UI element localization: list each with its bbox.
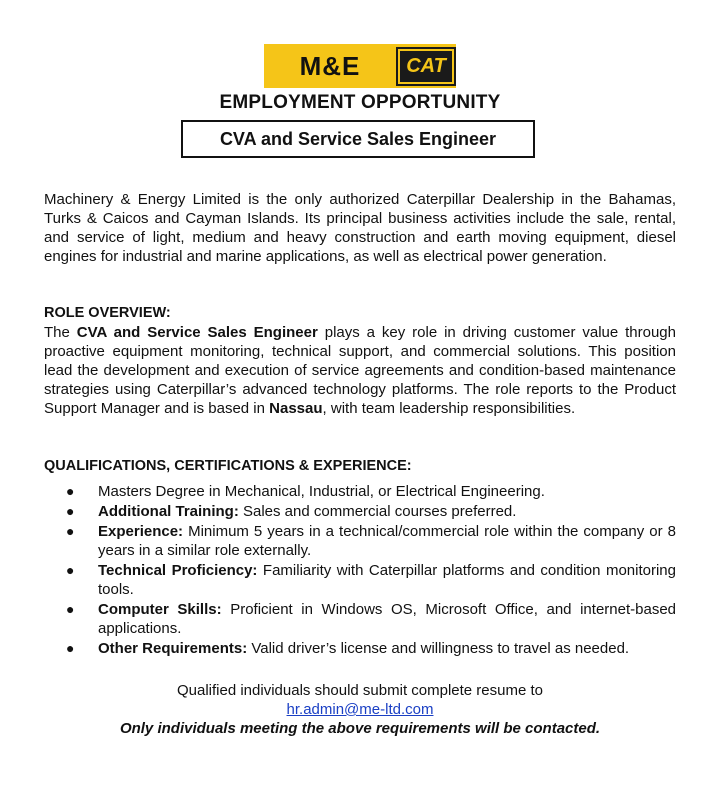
item-text: Valid driver’s license and willingness to travel as needed. bbox=[247, 640, 630, 657]
company-intro: Machinery & Energy Limited is the only authorized Caterpillar Dealership in the Bahamas, Turks & Caicos and Cayman Islands. Its principal business activities include the sale, rental, and service of light, medium and heavy construction and earth moving equipment, diesel engines for industrial and marine applications, as well as electrical power generation. bbox=[44, 191, 676, 265]
qualifications-list bbox=[44, 482, 676, 659]
role-bold-title: CVA and Service Sales Engineer bbox=[76, 324, 318, 341]
bullet-icon: ● bbox=[66, 562, 75, 578]
role-pre: The bbox=[44, 324, 77, 341]
item-text: Masters Degree in Mechanical, Industrial, or Electrical Engineering. bbox=[98, 483, 545, 500]
item-text: Sales and commercial courses preferred. bbox=[238, 503, 517, 520]
company-logo bbox=[264, 44, 456, 88]
item-label: Additional Training: bbox=[98, 503, 239, 520]
role-post: , with team leadership responsibilities. bbox=[322, 400, 576, 417]
job-title: CVA and Service Sales Engineer bbox=[219, 128, 497, 149]
list-item bbox=[44, 561, 676, 599]
role-overview-heading: ROLE OVERVIEW: bbox=[44, 305, 171, 321]
contact-notice: Only individuals meeting the above requirements will be contacted. bbox=[119, 720, 601, 737]
list-item bbox=[44, 522, 676, 560]
page-headline: EMPLOYMENT OPPORTUNITY bbox=[219, 92, 501, 113]
list-item bbox=[44, 639, 676, 658]
role-mid: plays a key role in driving customer value through proactive equipment monitoring, technical support, and commercial solutions. This position lead the development and execution of service agreements and condition-based maintenance strategies using Caterpillar’s advanced technology platforms. The role reports to the Product Support Manager and is based in bbox=[44, 324, 676, 417]
logo-me-text: M&E bbox=[299, 50, 361, 81]
email-line bbox=[0, 701, 720, 718]
bullet-icon: ● bbox=[66, 503, 75, 519]
bullet-icon: ● bbox=[66, 601, 75, 617]
qualifications-heading: QUALIFICATIONS, CERTIFICATIONS & EXPERIENCE: bbox=[44, 458, 412, 474]
bullet-icon: ● bbox=[66, 483, 75, 499]
item-label: Technical Proficiency: bbox=[98, 562, 258, 579]
item-label: Other Requirements: bbox=[98, 640, 248, 657]
item-text: Proficient in Windows OS, Microsoft Office, and internet-based applications. bbox=[98, 601, 676, 637]
item-text: Minimum 5 years in a technical/commercial role within the company or 8 years in a similar role externally. bbox=[98, 523, 676, 559]
item-label: Computer Skills: bbox=[98, 601, 222, 618]
cat-logo: CAT bbox=[398, 49, 454, 84]
job-title-box bbox=[181, 120, 535, 158]
email-link[interactable]: hr.admin@me-ltd.com bbox=[286, 701, 434, 718]
role-location: Nassau bbox=[269, 400, 323, 417]
logo-cat-box bbox=[396, 44, 456, 88]
item-label: Experience: bbox=[98, 523, 184, 540]
item-text: Familiarity with Caterpillar platforms and condition monitoring tools. bbox=[98, 562, 676, 598]
submit-instructions: Qualified individuals should submit complete resume to bbox=[176, 682, 544, 699]
list-item bbox=[44, 482, 676, 501]
bullet-icon: ● bbox=[66, 640, 75, 656]
list-item bbox=[44, 502, 676, 521]
role-overview-text bbox=[44, 323, 676, 418]
list-item bbox=[44, 600, 676, 638]
bullet-icon: ● bbox=[66, 523, 75, 539]
